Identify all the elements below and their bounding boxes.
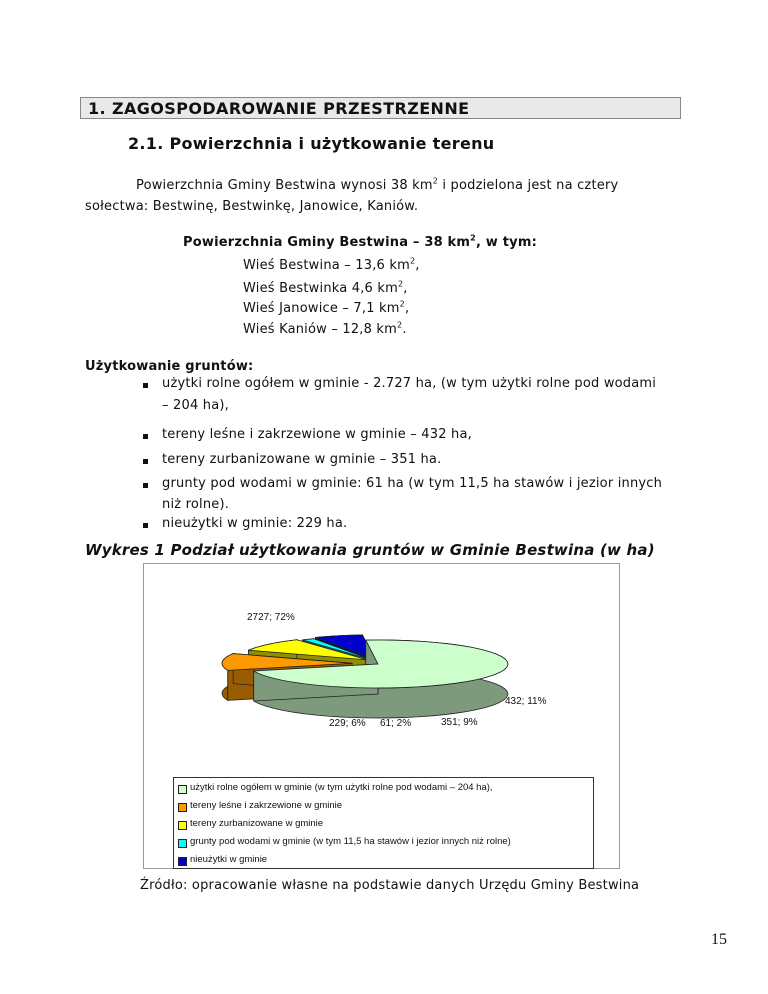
land-use-heading: Użytkowanie gruntów:	[85, 359, 254, 374]
legend-swatch	[178, 839, 187, 848]
legend-label: użytki rolne ogółem w gminie (w tym użytki rolne pod wodami – 204 ha),	[190, 782, 493, 793]
village-text: Wieś Kaniów – 12,8 km	[243, 322, 398, 337]
data-label: 432; 11%	[505, 696, 547, 707]
village-tail: ,	[404, 301, 410, 316]
village-text: Wieś Bestwinka 4,6 km	[243, 281, 398, 296]
data-label: 2727; 72%	[247, 612, 295, 623]
subsection-heading: 2.1. Powierzchnia i użytkowanie terenu	[128, 134, 495, 153]
village-tail: ,	[403, 281, 408, 296]
bullet-text: tereny leśne i zakrzewione w gminie – 432 ha,	[162, 427, 472, 442]
intro-text-a: Powierzchnia Gminy Bestwina wynosi 38 km	[136, 178, 433, 193]
legend-swatch	[178, 821, 187, 830]
legend-label: tereny leśne i zakrzewione w gminie	[190, 800, 343, 811]
legend-swatch	[178, 803, 187, 812]
area-title-text: Powierzchnia Gminy Bestwina – 38 km	[183, 235, 471, 250]
figure-caption: Wykres 1 Podział użytkowania gruntów w Gminie Bestwina (w ha)	[85, 541, 655, 559]
legend-swatch	[178, 857, 187, 866]
village-sup: 2	[397, 320, 403, 330]
legend-swatch	[178, 785, 187, 794]
legend-label: grunty pod wodami w gminie (w tym 11,5 ha stawów i jezior innych niż rolne)	[190, 836, 511, 847]
page-number: 15	[711, 931, 727, 948]
village-sup: 2	[397, 279, 404, 289]
legend-label: tereny zurbanizowane w gminie	[190, 818, 324, 829]
chart-legend	[173, 777, 594, 869]
intro-line-2: sołectwa: Bestwinę, Bestwinkę, Janowice, Kaniów.	[85, 199, 419, 214]
area-title-tail: , w tym:	[475, 235, 537, 250]
bullet-text: tereny zurbanizowane w gminie – 351 ha.	[162, 452, 442, 467]
intro-sup: 2	[432, 176, 439, 186]
village-sup: 2	[399, 299, 405, 309]
data-label: 229; 6%	[329, 718, 366, 729]
bullet-text: nieużytki w gminie: 229 ha.	[162, 516, 348, 531]
figure-source: Źródło: opracowanie własne na podstawie danych Urzędu Gminy Bestwina	[140, 878, 640, 893]
village-tail: ,	[415, 258, 420, 273]
bullet-text-cont: niż rolne).	[162, 497, 230, 512]
area-title-sup: 2	[470, 233, 476, 243]
bullet-text: grunty pod wodami w gminie: 61 ha (w tym 11,5 ha stawów i jezior innych	[162, 476, 663, 491]
data-label: 61; 2%	[380, 718, 412, 729]
village-tail: .	[402, 322, 407, 337]
data-label: 351; 9%	[441, 717, 478, 728]
section-heading: 1. ZAGOSPODAROWANIE PRZESTRZENNE	[88, 99, 470, 118]
intro-text-b: i podzielona jest na cztery	[438, 178, 619, 193]
bullet-text-cont: – 204 ha),	[162, 398, 229, 413]
village-sup: 2	[409, 256, 416, 266]
legend-label: nieużytki w gminie	[190, 854, 268, 865]
bullet-text: użytki rolne ogółem w gminie - 2.727 ha, (w tym użytki rolne pod wodami	[162, 376, 657, 391]
village-text: Wieś Janowice – 7,1 km	[243, 301, 400, 316]
village-text: Wieś Bestwina – 13,6 km	[243, 258, 410, 273]
